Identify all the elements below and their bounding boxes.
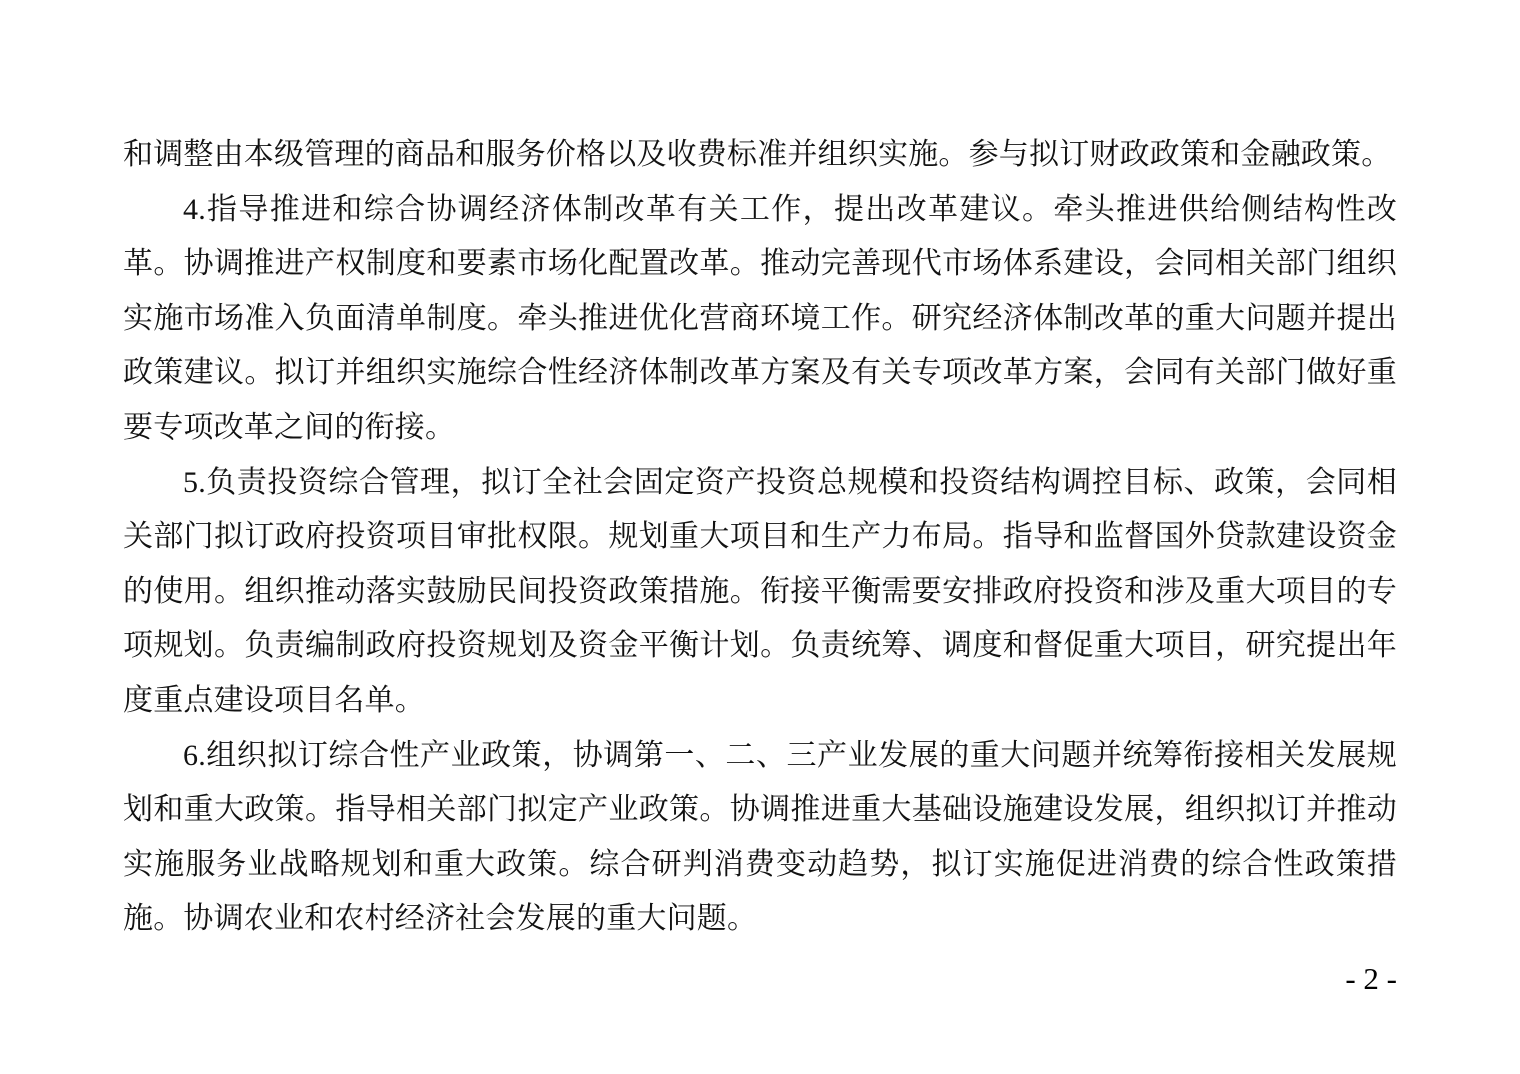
page-number: - 2 - <box>1345 960 1397 996</box>
paragraph-continuation: 和调整由本级管理的商品和服务价格以及收费标准并组织实施。参与拟订财政政策和金融政策。 <box>123 138 1392 171</box>
document-body <box>123 128 1397 947</box>
paragraph-item-4: 4.指导推进和综合协调经济体制改革有关工作，提出改革建议。牵头推进供给侧结构性改革。协调推进产权制度和要素市场化配置改革。推动完善现代市场体系建设，会同相关部门组织实施市场准入负面清单制度。牵头推进优化营商环境工作。研究经济体制改革的重大问题并提出政策建议。拟订并组织实施综合性经济体制改革方案及有关专项改革方案，会同有关部门做好重要专项改革之间的衔接。 <box>123 192 1397 444</box>
paragraph-item-5: 5.负责投资综合管理，拟订全社会固定资产投资总规模和投资结构调控目标、政策，会同相关部门拟订政府投资项目审批权限。规划重大项目和生产力布局。指导和监督国外贷款建设资金的使用。组织推动落实鼓励民间投资政策措施。衔接平衡需要安排政府投资和涉及重大项目的专项规划。负责编制政府投资规划及资金平衡计划。负责统筹、调度和督促重大项目，研究提出年度重点建设项目名单。 <box>123 465 1397 717</box>
paragraph-item-6: 6.组织拟订综合性产业政策，协调第一、二、三产业发展的重大问题并统筹衔接相关发展规划和重大政策。指导相关部门拟定产业政策。协调推进重大基础设施建设发展，组织拟订并推动实施服务业战略规划和重大政策。综合研判消费变动趋势，拟订实施促进消费的综合性政策措施。协调农业和农村经济社会发展的重大问题。 <box>123 738 1397 936</box>
